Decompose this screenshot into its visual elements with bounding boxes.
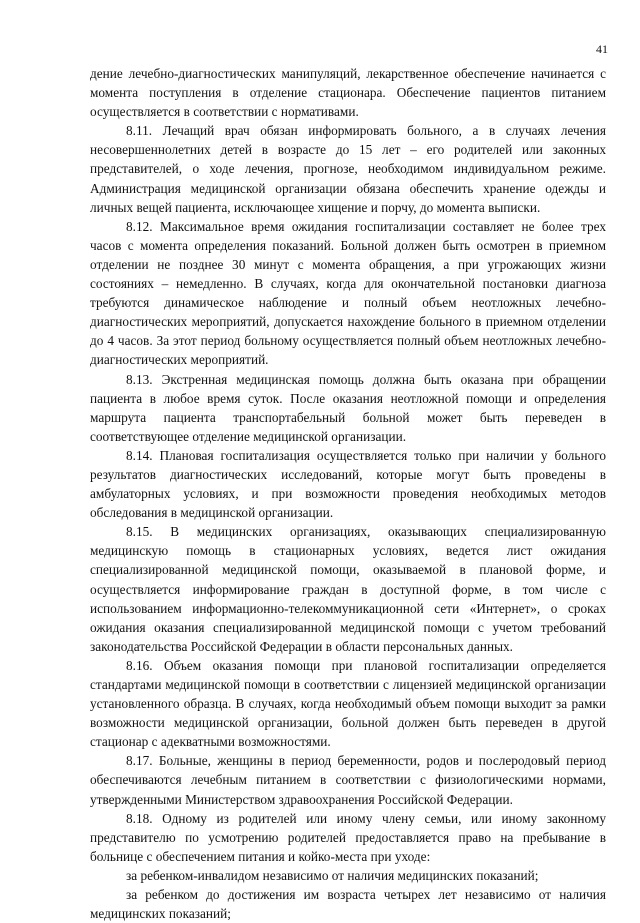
page-number: 41 — [596, 42, 608, 56]
list-item-child-under-four: за ребенком до достижения им возраста четырех лет независимо от наличия медицинских показаний; — [90, 887, 606, 922]
paragraph-8-13: 8.13. Экстренная медицинская помощь должна быть оказана при обращении пациента в любое время суток. После оказания неотложной помощи и определения маршрута пациента транспортабельный больной может быть переведен в соответствующее отделение медицинской организации. — [90, 371, 606, 444]
paragraph-continuation: дение лечебно-диагностических манипуляций, лекарственное обеспечение начинается с момента поступления в отделение стационара. Обеспечение пациентов питанием осуществляется в соответствии с нормативами. — [90, 66, 606, 120]
list-item-disabled-child: за ребенком-инвалидом независимо от наличия медицинских показаний; — [126, 867, 539, 883]
paragraph-8-16: 8.16. Объем оказания помощи при плановой госпитализации определяется стандартами медицинской помощи в соответствии с лицензией медицинской организации установленного образца. В случаях, когда необходимый объем помощи выходит за рамки возможности медицинской организации, больной должен быть переведен в другой стационар с адекватными возможностями. — [90, 657, 606, 750]
paragraph-8-17: 8.17. Больные, женщины в период беременности, родов и послеродовый период обеспечиваются лечебным питанием в соответствии с физиологическими нормами, утвержденными Министерством здравоохранения Российской Федерации. — [90, 753, 606, 807]
paragraph-8-18: 8.18. Одному из родителей или иному члену семьи, или иному законному представителю по усмотрению родителей предоставляется право на пребывание в больнице с обеспечением питания и койко-места при уходе: — [90, 810, 606, 864]
body-text — [90, 64, 606, 923]
paragraph-8-15: 8.15. В медицинских организациях, оказывающих специализированную медицинскую помощь в стационарных условиях, ведется лист ожидания специализированной медицинской помощи, оказываемой в плановой форме, и осуществляется информирование граждан в доступной форме, в том числе с использованием информационно-телекоммуникационной сети «Интернет», о сроках ожидания оказания специализированной медицинской помощи с учетом требований законодательства Российской Федерации в области персональных данных. — [90, 524, 606, 654]
paragraph-8-11: 8.11. Лечащий врач обязан информировать больного, а в случаях лечения несовершеннолетних детей в возрасте до 15 лет – его родителей или законных представителей, о ходе лечения, прогнозе, необходимом индивидуальном режиме. Администрация медицинской организации обязана обеспечить хранение одежды и личных вещей пациента, исключающее хищение и порчу, до момента выписки. — [90, 123, 606, 215]
paragraph-8-12: 8.12. Максимальное время ожидания госпитализации составляет не более трех часов с момента определения показаний. Больной должен быть осмотрен в приемном отделении не позднее 30 минут с момента обращения, а при угрожающих жизни состояниях – немедленно. В случаях, когда для окончательной постановки диагноза требуются динамическое наблюдение и полный объем неотложных лечебно-диагностических мероприятий, допускается нахождение больного в приемном отделении до 4 часов. За этот период больному осуществляется полный объем неотложных лечебно-диагностических мероприятий. — [90, 218, 606, 368]
paragraph-8-14: 8.14. Плановая госпитализация осуществляется только при наличии у больного результатов диагностических исследований, которые могут быть проведены в амбулаторных условиях, и при возможности проведения необходимых методов обследования в медицинской организации. — [90, 447, 606, 521]
